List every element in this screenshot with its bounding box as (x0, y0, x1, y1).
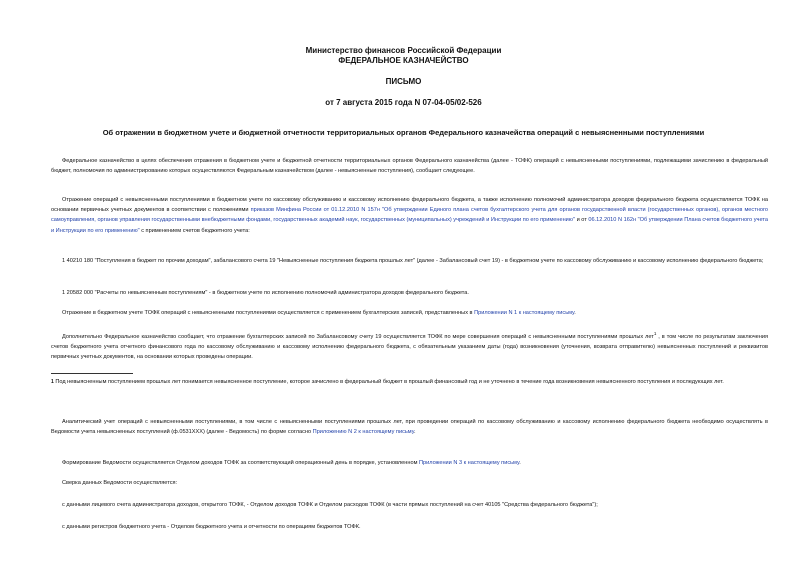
doc-date-number: от 7 августа 2015 года N 07-04-05/02-526 (325, 98, 482, 107)
footnote-marker[interactable]: 1 (653, 331, 657, 336)
footnote (51, 377, 768, 387)
paragraph-statement-formation (51, 458, 768, 468)
text-segment: с применением счетов бюджетного учета: (139, 227, 250, 234)
paragraph-intro: Федеральное казначейство в целях обеспечения отражения в бюджетном учете и бюджетной отчетности территориальных органов Федерального казначейства (далее - ТОФК) операций с невыясненными поступлениями, подлежащими зачислению в федеральный бюджет, полномочия по администрированию которых осуществляются Федеральным казначейством (далее - невыясненные поступления), сообщает следующее. (51, 158, 768, 175)
paragraph-accounting-basis (51, 195, 768, 236)
document-title: Об отражении в бюджетном учете и бюджетной отчетности территориальных органов Федерального казначейства операций с невыясненными поступлениями (102, 128, 705, 137)
link-appendix-1[interactable]: Приложении N 1 к настоящему письму (474, 310, 575, 316)
paragraph-account-140210: 1 40210 180 "Поступления в бюджет по прочим доходам", забалансового счета 19 "Невыясненные поступления бюджета прошлых лет" (далее - Забалансовый счет 19) - в бюджетном учете по кассовому обслуживанию и кассовому исполнению федерального бюджета; (62, 258, 764, 264)
text-segment: Формирование Ведомости осуществляется Отделом доходов ТОФК за соответствующий операционный день в порядке, установленном (62, 460, 419, 466)
paragraph-reconciliation: Сверка данных Ведомости осуществляется: (62, 480, 178, 486)
doc-type: ПИСЬМО (385, 77, 422, 86)
text-segment: Аналитический учет операций с невыясненными поступлениями, в том числе с невыясненными поступлениями прошлых лет, при проведении операций по кассовому обслуживанию и кассовому исполнению федерального бюджета необходимо осуществлять в Ведомости учета невыясненных поступлений (ф.0531XXX) (далее - Ведомость) по форме согласно (51, 419, 768, 436)
paragraph-analytical-accounting (51, 417, 768, 437)
link-appendix-2[interactable]: Приложению N 2 к настоящему письму (312, 429, 414, 436)
paragraph-offbalance-19 (51, 329, 768, 362)
text-segment: . (574, 310, 576, 316)
text-segment: и от (574, 217, 589, 224)
text-segment: . (519, 460, 521, 466)
text-segment: Дополнительно Федеральное казначейство сообщает, что отражение бухгалтерских записей по Забалансовому счету 19 осуществляется ТОФК по мере совершения операций с невыясненными поступлениями прошлых лет (62, 333, 654, 340)
link-order-162n[interactable]: 06.12.2010 N 162н "Об утверждении Плана счетов бюджетного учета и Инструкции по его применению" (51, 217, 768, 234)
text-segment: . (413, 429, 416, 436)
paragraph-reconciliation-registers: с данными регистров бюджетного учета - Отделом бюджетного учета и отчетности по операциям бюджетов ТОФК. (62, 524, 361, 530)
text-segment: Отражение операций с невыясненными поступлениями в бюджетном учете по кассовому обслуживанию и кассовому исполнению федерального бюджета, а также исполнению полномочий администратора доходов федерального бюджета осуществляется ТОФК на основании первичных учетных документов в соответствии с положениями (51, 197, 768, 214)
paragraph-reconciliation-account: с данными лицевого счета администратора доходов, открытого ТОФК, - Отделом доходов ТОФК и Отделом расходов ТОФК (в части прямых поступлений на счет 40105 "Средства федерального бюджета"); (62, 502, 598, 508)
footnote-number: 1 (51, 379, 54, 385)
link-order-157n[interactable]: приказов Минфина России от 01.12.2010 N 157н "Об утверждении Единого плана счетов бухгалтерского учета для органов государственной власти (государственных органов), органов местного самоуправления, органов управления государственными внебюджетными фондами, государственных академий наук, государственных (муниципальных) учреждений и Инструкции по его применению" (51, 207, 768, 224)
ministry-name: Министерство финансов Российской Федерации (305, 46, 502, 55)
paragraph-account-120582: 1 20582 000 "Расчеты по невыясненным поступлениям" - в бюджетном учете по исполнению полномочий администратора доходов федерального бюджета. (62, 290, 469, 296)
paragraph-appendix-1 (51, 308, 768, 318)
link-appendix-3[interactable]: Приложении N 3 к настоящему письму (418, 460, 520, 466)
footnote-divider (51, 373, 133, 374)
text-segment: Отражение в бюджетном учете ТОФК операций с невыясненными поступлениями осуществляется с применением бухгалтерских записей, представленных в (62, 310, 475, 316)
text-segment: , в том числе по результатам заключения счетов бюджетного учета отчетного финансового года по кассовому обслуживанию и кассовому исполнению федерального бюджета, с обязательным указанием даты (года) возникновения (уточнения, возврата отправителю) невыясненных поступлений и реквизитов первичных учетных документов, на основании которых проведены операции. (51, 333, 768, 361)
footnote-text: Под невыясненным поступлением прошлых лет понимается невыясненное поступление, которое зачислено в федеральный бюджет в прошлый финансовый год и не уточнено в течение года возникновения невыясненного поступления и последующих лет. (53, 379, 724, 385)
agency-name: ФЕДЕРАЛЬНОЕ КАЗНАЧЕЙСТВО (338, 56, 469, 65)
